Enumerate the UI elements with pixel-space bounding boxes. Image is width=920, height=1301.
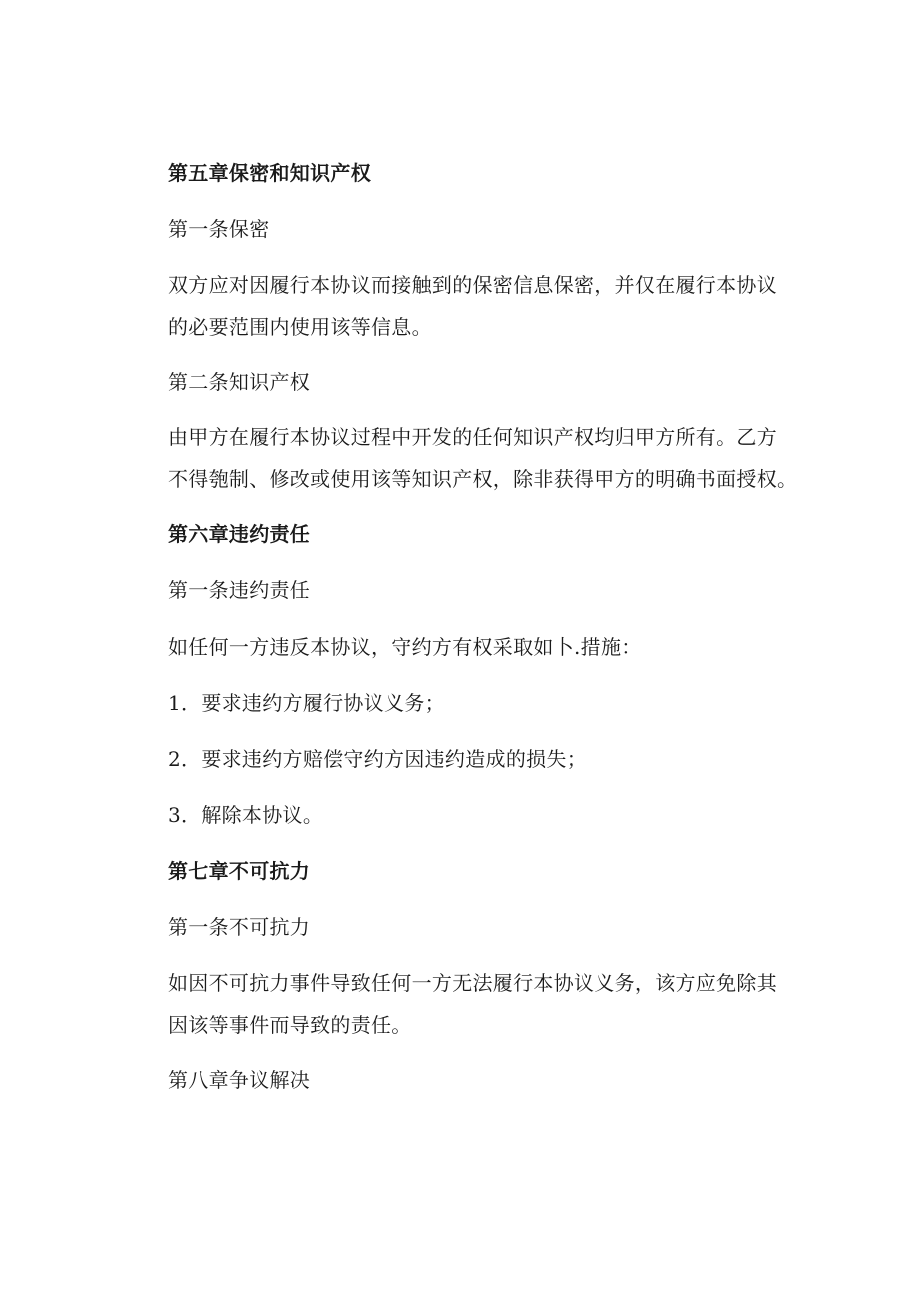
chapter5-article2-paragraph-line1: 由甲方在履行本协议过程中开发的任何知识产权均归甲方所有。乙方 — [168, 425, 777, 449]
chapter5-article1-paragraph-line1: 双方应对因履行本协议而接触到的保密信息保密，并仅在履行本协议 — [168, 273, 777, 297]
chapter6-article1-heading: 第一条违约责任 — [168, 578, 311, 602]
chapter8-heading: 第八章争议解决 — [168, 1068, 311, 1092]
chapter7-article1-paragraph-line1: 如因不可抗力事件导致任何一方无法履行本协议义务，该方应免除其 — [168, 971, 777, 995]
chapter5-article1-paragraph-line2: 的必要范围内使用该等信息。 — [168, 315, 432, 339]
chapter6-list-item-1: 1．要求违约方履行协议义务； — [168, 691, 445, 715]
chapter6-list-item-2: 2．要求违约方赔偿守约方因违约造成的损失； — [168, 747, 588, 771]
chapter7-article1-paragraph-line2: 因该等事件而导致的责任。 — [168, 1013, 412, 1037]
chapter6-list-item-3: 3．解除本协议。 — [168, 803, 324, 827]
chapter5-heading: 第五章保密和知识产权 — [168, 161, 371, 185]
chapter5-article1-heading: 第一条保密 — [168, 217, 270, 241]
chapter6-heading: 第六章违约责任 — [168, 522, 311, 546]
chapter7-heading: 第七章不可抗力 — [168, 859, 311, 883]
chapter5-article2-heading: 第二条知识产权 — [168, 370, 311, 394]
chapter7-article1-heading: 第一条不可抗力 — [168, 915, 311, 939]
chapter6-article1-paragraph: 如任何一方违反本协议，守约方有权采取如卜.措施： — [168, 635, 642, 659]
chapter5-article2-paragraph-line2: 不得匏制、修改或使用该等知识产权，除非获得甲方的明确书面授权。 — [168, 467, 798, 491]
